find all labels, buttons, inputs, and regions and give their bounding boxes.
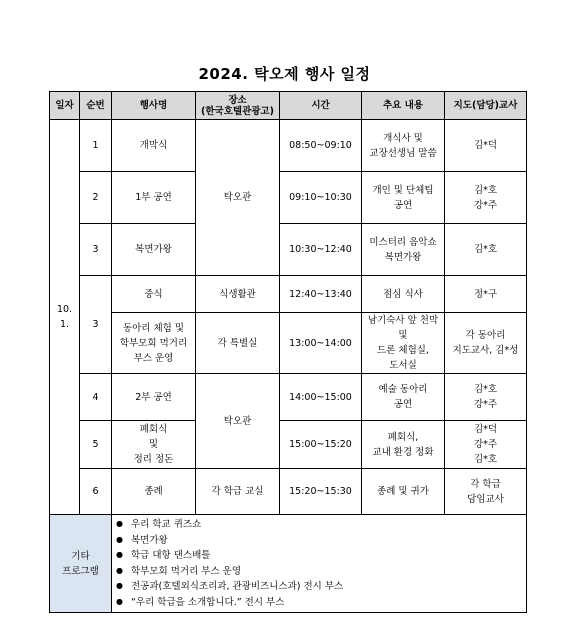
table-row — [50, 120, 527, 172]
row-number: 2 — [80, 172, 112, 224]
teacher-cell: 김*호 강*주 — [445, 374, 527, 421]
content-cell: 종례 및 귀가 — [362, 469, 445, 515]
header-place — [196, 92, 280, 120]
event-name: 동아리 체험 및 학부모회 먹거리 부스 운영 — [112, 313, 196, 374]
table-row — [50, 421, 527, 469]
place-cell: 탁오관 — [196, 120, 280, 276]
row-number: 6 — [80, 469, 112, 515]
list-item: ● “우리 학급을 소개합니다.” 전시 부스 — [116, 595, 522, 611]
time-cell: 12:40~13:40 — [280, 276, 362, 313]
teacher-cell: 정*구 — [445, 276, 527, 313]
event-name: 개막식 — [112, 120, 196, 172]
header-teacher: 지도(담당)교사 — [445, 92, 527, 120]
content-cell: 예술 동아리 공연 — [362, 374, 445, 421]
content-cell: 미스터리 음악쇼 복면가왕 — [362, 224, 445, 276]
place-cell: 식생활관 — [196, 276, 280, 313]
header-time: 시간 — [280, 92, 362, 120]
row-number: 5 — [80, 421, 112, 469]
list-item: ● 학부모회 먹거리 부스 운영 — [116, 564, 522, 580]
time-cell: 10:30~12:40 — [280, 224, 362, 276]
header-event: 행사명 — [112, 92, 196, 120]
event-name: 폐회식 및 정리 정돈 — [112, 421, 196, 469]
header-place-line2: (한국호텔관광고) — [201, 105, 274, 117]
teacher-cell: 각 동아리 지도교사, 김*성 — [445, 313, 527, 374]
header-order: 순번 — [80, 92, 112, 120]
teacher-cell: 김*덕 — [445, 120, 527, 172]
table-row — [50, 374, 527, 421]
header-content: 추요 내용 — [362, 92, 445, 120]
teacher-cell: 김*호 강*주 — [445, 172, 527, 224]
place-cell: 탁오관 — [196, 374, 280, 469]
event-name: 중식 — [112, 276, 196, 313]
content-cell: 개인 및 단체팀 공연 — [362, 172, 445, 224]
header-date: 일자 — [50, 92, 80, 120]
time-cell: 09:10~10:30 — [280, 172, 362, 224]
time-cell: 13:00~14:00 — [280, 313, 362, 374]
header-row — [50, 92, 527, 120]
place-cell: 각 특별실 — [196, 313, 280, 374]
list-item: ● 우리 학교 퀴즈쇼 — [116, 517, 522, 533]
content-cell: 개식사 및 교장선생님 말씀 — [362, 120, 445, 172]
teacher-cell: 김*호 — [445, 224, 527, 276]
place-cell: 각 학급 교실 — [196, 469, 280, 515]
other-programs-list — [112, 515, 527, 613]
teacher-cell: 각 학급 담임교사 — [445, 469, 527, 515]
document-title: 2024. 탁오제 행사 일정 — [198, 65, 371, 83]
event-name: 2부 공연 — [112, 374, 196, 421]
row-number: 1 — [80, 120, 112, 172]
content-cell: 남기숙사 앞 천막 및 드론 체험실, 도서실 — [362, 313, 445, 374]
table-row — [50, 313, 527, 374]
event-name: 종례 — [112, 469, 196, 515]
content-cell: 점심 식사 — [362, 276, 445, 313]
time-cell: 15:20~15:30 — [280, 469, 362, 515]
row-number: 3 — [80, 224, 112, 276]
time-cell: 15:00~15:20 — [280, 421, 362, 469]
teacher-cell: 김*덕 강*주 김*호 — [445, 421, 527, 469]
time-cell: 08:50~09:10 — [280, 120, 362, 172]
schedule-table — [49, 91, 527, 613]
date-cell: 10. 1. — [50, 120, 80, 515]
content-cell: 폐회식, 교내 환경 정화 — [362, 421, 445, 469]
header-place-line1: 장소 — [228, 94, 247, 106]
table-row — [50, 276, 527, 313]
time-cell: 14:00~15:00 — [280, 374, 362, 421]
list-item: ● 학급 대항 댄스배틀 — [116, 548, 522, 564]
list-item: ● 복면가왕 — [116, 533, 522, 549]
list-item: ● 전공과(호텔외식조리과, 관광비즈니스과) 전시 부스 — [116, 579, 522, 595]
table-row — [50, 172, 527, 224]
other-programs-row — [50, 515, 527, 613]
event-name: 1부 공연 — [112, 172, 196, 224]
table-row — [50, 469, 527, 515]
other-programs-label: 기타 프로그램 — [50, 515, 112, 613]
event-name: 복면가왕 — [112, 224, 196, 276]
row-number: 3 — [80, 276, 112, 374]
row-number: 4 — [80, 374, 112, 421]
table-row — [50, 224, 527, 276]
